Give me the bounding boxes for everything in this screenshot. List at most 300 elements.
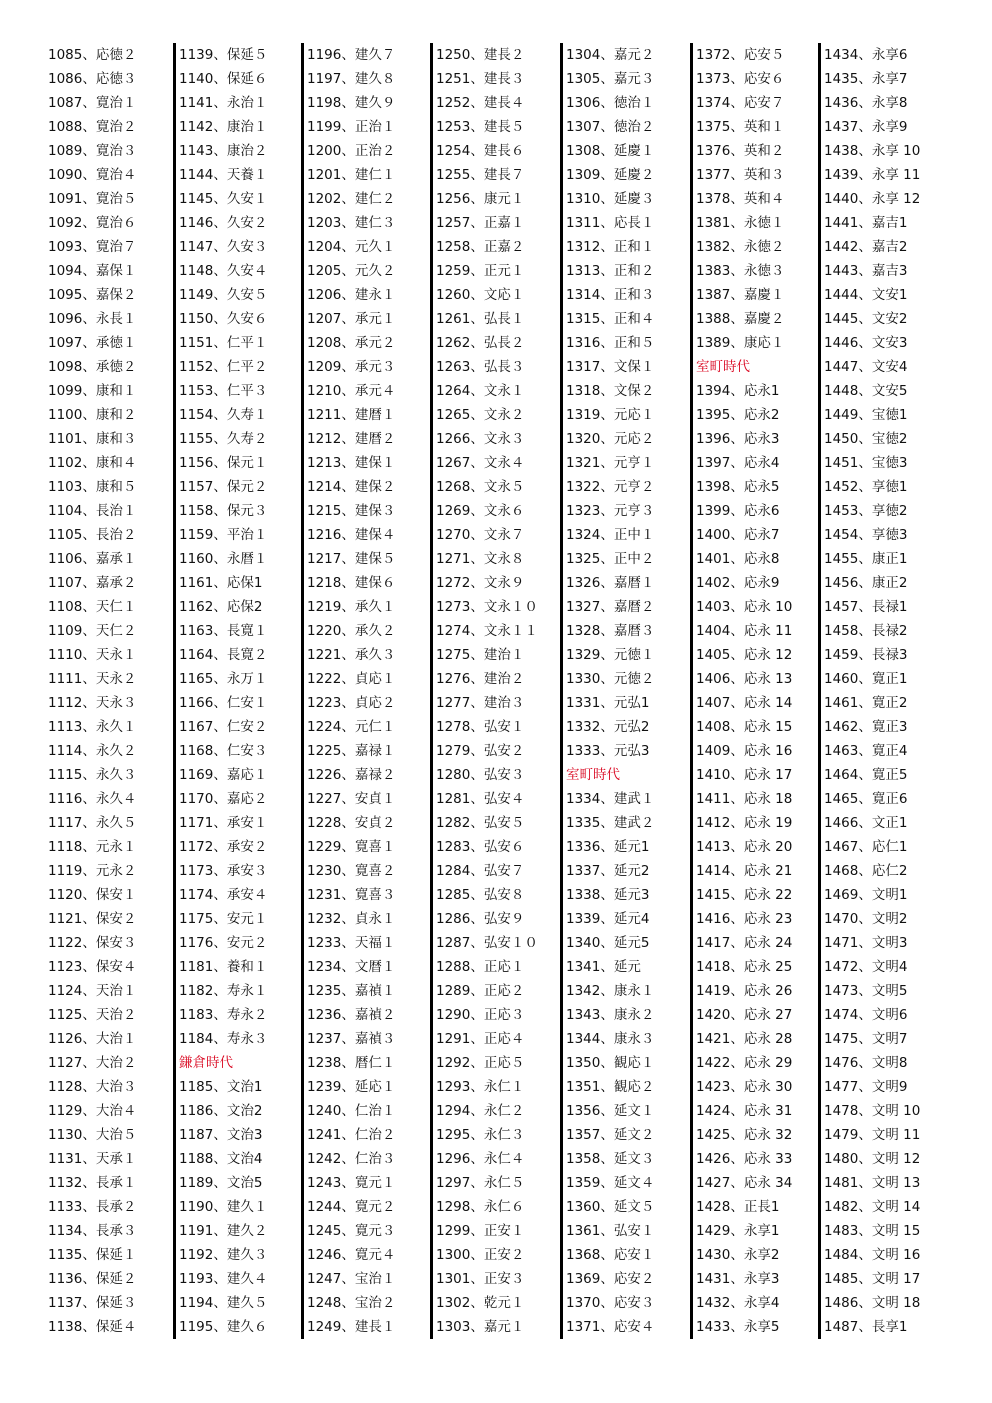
year-era-entry: 1318、文保２ (566, 383, 655, 399)
year-era-entry: 1351、観応２ (566, 1079, 655, 1095)
year-era-entry: 1297、永仁５ (436, 1175, 525, 1191)
year-era-entry: 1165、永万１ (179, 671, 268, 687)
year-era-entry: 1173、承安３ (179, 863, 268, 879)
year-era-entry: 1481、文明 13 (824, 1175, 921, 1191)
year-era-entry: 1245、寛元３ (307, 1223, 396, 1239)
year-era-entry: 1398、応永5 (696, 479, 780, 495)
year-era-entry: 1149、久安５ (179, 287, 268, 303)
year-era-entry: 1201、建仁１ (307, 167, 396, 183)
year-era-entry: 1199、正治１ (307, 119, 396, 135)
year-era-entry: 1424、応永 31 (696, 1103, 793, 1119)
year-era-entry: 1335、建武２ (566, 815, 655, 831)
year-era-entry: 1206、建永１ (307, 287, 396, 303)
year-era-entry: 1207、承元１ (307, 311, 396, 327)
year-era-entry: 1141、永治１ (179, 95, 268, 111)
year-era-entry: 1099、康和１ (48, 383, 137, 399)
year-era-entry: 1452、享徳1 (824, 479, 908, 495)
year-era-entry: 1271、文永８ (436, 551, 525, 567)
year-era-entry: 1119、元永２ (48, 863, 137, 879)
era-column-2 (173, 43, 298, 1339)
year-era-entry: 1101、康和３ (48, 431, 137, 447)
year-era-entry: 1329、元徳１ (566, 647, 655, 663)
year-era-entry: 1253、建長５ (436, 119, 525, 135)
year-era-entry: 1224、元仁１ (307, 719, 396, 735)
year-era-entry: 1402、応永9 (696, 575, 780, 591)
year-era-entry: 1100、康和２ (48, 407, 137, 423)
year-era-entry: 1266、文永３ (436, 431, 525, 447)
year-era-entry: 1413、応永 20 (696, 839, 793, 855)
year-era-entry: 1223、貞応２ (307, 695, 396, 711)
year-era-entry: 1155、久寿２ (179, 431, 268, 447)
year-era-entry: 1220、承久２ (307, 623, 396, 639)
year-era-entry: 1185、文治1 (179, 1079, 263, 1095)
year-era-entry: 1292、正応５ (436, 1055, 525, 1071)
year-era-entry: 1097、承徳１ (48, 335, 137, 351)
year-era-entry: 1396、応永3 (696, 431, 780, 447)
year-era-entry: 1126、大治１ (48, 1031, 137, 1047)
year-era-entry: 1421、応永 28 (696, 1031, 793, 1047)
year-era-entry: 1462、寛正3 (824, 719, 908, 735)
year-era-entry: 1429、永享1 (696, 1223, 780, 1239)
year-era-entry: 1405、応永 12 (696, 647, 793, 663)
year-era-entry: 1146、久安２ (179, 215, 268, 231)
year-era-entry: 1205、元久２ (307, 263, 396, 279)
year-era-entry: 1295、永仁３ (436, 1127, 525, 1143)
year-era-entry: 1412、応永 19 (696, 815, 793, 831)
year-era-entry: 1456、康正2 (824, 575, 908, 591)
year-era-entry: 1310、延慶３ (566, 191, 655, 207)
year-era-entry: 1288、正応１ (436, 959, 525, 975)
year-era-entry: 1106、嘉承１ (48, 551, 137, 567)
year-era-entry: 1441、嘉吉1 (824, 215, 908, 231)
year-era-entry: 1125、天治２ (48, 1007, 137, 1023)
year-era-entry: 1195、建久６ (179, 1319, 268, 1335)
year-era-entry: 1436、永享8 (824, 95, 908, 111)
year-era-entry: 1278、弘安１ (436, 719, 525, 735)
year-era-entry: 1296、永仁４ (436, 1151, 525, 1167)
year-era-entry: 1229、寛喜１ (307, 839, 396, 855)
year-era-entry: 1244、寛元２ (307, 1199, 396, 1215)
year-era-entry: 1357、延文２ (566, 1127, 655, 1143)
year-era-entry: 1448、文安5 (824, 383, 908, 399)
year-era-entry: 1248、宝治２ (307, 1295, 396, 1311)
year-era-entry: 1156、保元１ (179, 455, 268, 471)
year-era-entry: 1127、大治２ (48, 1055, 137, 1071)
year-era-entry: 1315、正和４ (566, 311, 655, 327)
year-era-entry: 1227、安貞１ (307, 791, 396, 807)
year-era-entry: 1267、文永４ (436, 455, 525, 471)
year-era-entry: 1323、元亨３ (566, 503, 655, 519)
year-era-entry: 1301、正安３ (436, 1271, 525, 1287)
year-era-entry: 1118、元永１ (48, 839, 137, 855)
year-era-entry: 1230、寛喜２ (307, 863, 396, 879)
year-era-entry: 1485、文明 17 (824, 1271, 921, 1287)
year-era-entry: 1153、仁平３ (179, 383, 268, 399)
year-era-entry: 1440、永享 12 (824, 191, 921, 207)
year-era-entry: 1360、延文５ (566, 1199, 655, 1215)
year-era-entry: 1109、天仁２ (48, 623, 137, 639)
year-era-entry: 1204、元久１ (307, 239, 396, 255)
year-era-entry: 1399、応永6 (696, 503, 780, 519)
year-era-entry: 1091、寛治５ (48, 191, 137, 207)
year-era-entry: 1268、文永５ (436, 479, 525, 495)
year-era-entry: 1343、康永２ (566, 1007, 655, 1023)
year-era-entry: 1277、建治３ (436, 695, 525, 711)
year-era-entry: 1172、承安２ (179, 839, 268, 855)
year-era-entry: 1143、康治２ (179, 143, 268, 159)
year-era-entry: 1383、永徳３ (696, 263, 785, 279)
year-era-entry: 1170、嘉応２ (179, 791, 268, 807)
year-era-entry: 1377、英和３ (696, 167, 785, 183)
year-era-entry: 1415、応永 22 (696, 887, 793, 903)
year-era-entry: 1190、建久１ (179, 1199, 268, 1215)
year-era-entry: 1294、永仁２ (436, 1103, 525, 1119)
year-era-entry: 1282、弘安５ (436, 815, 525, 831)
year-era-entry: 1307、徳治２ (566, 119, 655, 135)
year-era-entry: 1433、永享5 (696, 1319, 780, 1335)
year-era-entry: 1225、嘉禄１ (307, 743, 396, 759)
year-era-entry: 1373、応安６ (696, 71, 785, 87)
year-era-entry: 1151、仁平１ (179, 335, 268, 351)
year-era-entry: 1208、承元２ (307, 335, 396, 351)
year-era-entry: 1176、安元２ (179, 935, 268, 951)
year-era-entry: 1443、嘉吉3 (824, 263, 908, 279)
year-era-entry: 1214、建保２ (307, 479, 396, 495)
year-era-entry: 1356、延文１ (566, 1103, 655, 1119)
year-era-entry: 1389、康応１ (696, 335, 785, 351)
year-era-entry: 1359、延文４ (566, 1175, 655, 1191)
year-era-entry: 1148、久安４ (179, 263, 268, 279)
year-era-entry: 1400、応永7 (696, 527, 780, 543)
year-era-entry: 1408、応永 15 (696, 719, 793, 735)
year-era-entry: 1142、康治１ (179, 119, 268, 135)
year-era-entry: 1234、文暦１ (307, 959, 396, 975)
year-era-entry: 1275、建治１ (436, 647, 525, 663)
year-era-entry: 1135、保延１ (48, 1247, 137, 1263)
year-era-entry: 1388、嘉慶２ (696, 311, 785, 327)
year-era-entry: 1370、応安３ (566, 1295, 655, 1311)
year-era-entry: 1474、文明6 (824, 1007, 908, 1023)
year-era-entry: 1159、平治１ (179, 527, 268, 543)
year-era-entry: 1144、天養１ (179, 167, 268, 183)
year-era-entry: 1332、元弘2 (566, 719, 650, 735)
year-era-entry: 1324、正中１ (566, 527, 655, 543)
period-heading: 室町時代 (696, 359, 750, 375)
year-era-entry: 1272、文永９ (436, 575, 525, 591)
year-era-entry: 1219、承久１ (307, 599, 396, 615)
year-era-entry: 1212、建暦２ (307, 431, 396, 447)
era-column-6 (690, 43, 815, 1339)
year-era-entry: 1394、応永1 (696, 383, 780, 399)
year-era-entry: 1087、寛治１ (48, 95, 137, 111)
era-column-4 (430, 43, 555, 1339)
year-era-entry: 1167、仁安２ (179, 719, 268, 735)
year-era-entry: 1130、大治５ (48, 1127, 137, 1143)
year-era-entry: 1300、正安２ (436, 1247, 525, 1263)
year-era-entry: 1157、保元２ (179, 479, 268, 495)
year-era-entry: 1342、康永１ (566, 983, 655, 999)
year-era-entry: 1469、文明1 (824, 887, 908, 903)
year-era-entry: 1105、長治２ (48, 527, 137, 543)
year-era-entry: 1241、仁治２ (307, 1127, 396, 1143)
year-era-entry: 1446、文安3 (824, 335, 908, 351)
year-era-entry: 1213、建保１ (307, 455, 396, 471)
year-era-entry: 1200、正治２ (307, 143, 396, 159)
year-era-entry: 1381、永徳１ (696, 215, 785, 231)
year-era-entry: 1086、応徳３ (48, 71, 137, 87)
year-era-entry: 1270、文永７ (436, 527, 525, 543)
year-era-entry: 1246、寛元４ (307, 1247, 396, 1263)
year-era-entry: 1482、文明 14 (824, 1199, 921, 1215)
year-era-entry: 1457、長禄1 (824, 599, 908, 615)
year-era-entry: 1094、嘉保１ (48, 263, 137, 279)
year-era-entry: 1374、応安７ (696, 95, 785, 111)
year-era-entry: 1222、貞応１ (307, 671, 396, 687)
year-era-entry: 1406、応永 13 (696, 671, 793, 687)
year-era-entry: 1387、嘉慶１ (696, 287, 785, 303)
year-era-entry: 1304、嘉元２ (566, 47, 655, 63)
year-era-entry: 1372、応安５ (696, 47, 785, 63)
year-era-entry: 1420、応永 27 (696, 1007, 793, 1023)
year-era-entry: 1303、嘉元１ (436, 1319, 525, 1335)
year-era-entry: 1411、応永 18 (696, 791, 793, 807)
year-era-entry: 1192、建久３ (179, 1247, 268, 1263)
year-era-entry: 1407、応永 14 (696, 695, 793, 711)
year-era-entry: 1110、天永１ (48, 647, 137, 663)
year-era-entry: 1250、建長２ (436, 47, 525, 63)
year-era-entry: 1459、長禄3 (824, 647, 908, 663)
year-era-entry: 1215、建保３ (307, 503, 396, 519)
year-era-entry: 1260、文応１ (436, 287, 525, 303)
year-era-entry: 1484、文明 16 (824, 1247, 921, 1263)
year-era-entry: 1290、正応３ (436, 1007, 525, 1023)
year-era-entry: 1326、嘉暦１ (566, 575, 655, 591)
year-era-entry: 1425、応永 32 (696, 1127, 793, 1143)
year-era-entry: 1308、延慶１ (566, 143, 655, 159)
year-era-entry: 1460、寛正1 (824, 671, 908, 687)
year-era-entry: 1197、建久８ (307, 71, 396, 87)
year-era-entry: 1472、文明4 (824, 959, 908, 975)
year-era-entry: 1409、応永 16 (696, 743, 793, 759)
year-era-entry: 1458、長禄2 (824, 623, 908, 639)
year-era-entry: 1221、承久３ (307, 647, 396, 663)
year-era-entry: 1475、文明7 (824, 1031, 908, 1047)
year-era-entry: 1427、応永 34 (696, 1175, 793, 1191)
year-era-entry: 1478、文明 10 (824, 1103, 921, 1119)
year-era-entry: 1306、徳治１ (566, 95, 655, 111)
year-era-entry: 1439、永享 11 (824, 167, 921, 183)
year-era-entry: 1473、文明5 (824, 983, 908, 999)
year-era-entry: 1175、安元１ (179, 911, 268, 927)
year-era-entry: 1124、天治１ (48, 983, 137, 999)
year-era-entry: 1284、弘安７ (436, 863, 525, 879)
year-era-entry: 1121、保安２ (48, 911, 137, 927)
year-era-entry: 1120、保安１ (48, 887, 137, 903)
year-era-entry: 1098、承徳２ (48, 359, 137, 375)
year-era-entry: 1428、正長1 (696, 1199, 780, 1215)
year-era-entry: 1395、応永2 (696, 407, 780, 423)
year-era-entry: 1431、永享3 (696, 1271, 780, 1287)
year-era-entry: 1249、建長１ (307, 1319, 396, 1335)
year-era-entry: 1257、正嘉１ (436, 215, 525, 231)
year-era-entry: 1455、康正1 (824, 551, 908, 567)
year-era-entry: 1128、大治３ (48, 1079, 137, 1095)
year-era-entry: 1344、康永３ (566, 1031, 655, 1047)
year-era-entry: 1442、嘉吉2 (824, 239, 908, 255)
year-era-entry: 1486、文明 18 (824, 1295, 921, 1311)
year-era-entry: 1285、弘安８ (436, 887, 525, 903)
year-era-entry: 1131、天承１ (48, 1151, 137, 1167)
period-heading: 室町時代 (566, 767, 620, 783)
year-era-entry: 1299、正安１ (436, 1223, 525, 1239)
year-era-entry: 1410、応永 17 (696, 767, 793, 783)
year-era-entry: 1477、文明9 (824, 1079, 908, 1095)
year-era-entry: 1334、建武１ (566, 791, 655, 807)
year-era-entry: 1447、文安4 (824, 359, 908, 375)
year-era-entry: 1454、享徳3 (824, 527, 908, 543)
year-era-entry: 1182、寿永１ (179, 983, 268, 999)
year-era-entry: 1231、寛喜３ (307, 887, 396, 903)
era-column-1 (45, 43, 167, 1339)
year-era-entry: 1188、文治4 (179, 1151, 263, 1167)
year-era-entry: 1254、建長６ (436, 143, 525, 159)
year-era-entry: 1251、建長３ (436, 71, 525, 87)
year-era-entry: 1337、延元2 (566, 863, 650, 879)
year-era-entry: 1327、嘉暦２ (566, 599, 655, 615)
year-era-entry: 1438、永享 10 (824, 143, 921, 159)
year-era-entry: 1233、天福１ (307, 935, 396, 951)
year-era-entry: 1416、応永 23 (696, 911, 793, 927)
year-era-entry: 1235、嘉禎１ (307, 983, 396, 999)
year-era-entry: 1401、応永8 (696, 551, 780, 567)
year-era-entry: 1202、建仁２ (307, 191, 396, 207)
year-era-entry: 1262、弘長２ (436, 335, 525, 351)
year-era-entry: 1163、長寛１ (179, 623, 268, 639)
year-era-entry: 1174、承安４ (179, 887, 268, 903)
year-era-entry: 1340、延元5 (566, 935, 650, 951)
year-era-entry: 1247、宝治１ (307, 1271, 396, 1287)
year-era-entry: 1273、文永１０ (436, 599, 538, 615)
year-era-entry: 1283、弘安６ (436, 839, 525, 855)
year-era-entry: 1239、延応１ (307, 1079, 396, 1095)
year-era-entry: 1467、応仁1 (824, 839, 908, 855)
year-era-entry: 1479、文明 11 (824, 1127, 921, 1143)
year-era-entry: 1129、大治４ (48, 1103, 137, 1119)
year-era-entry: 1259、正元１ (436, 263, 525, 279)
year-era-entry: 1104、長治１ (48, 503, 137, 519)
year-era-entry: 1132、長承１ (48, 1175, 137, 1191)
year-era-entry: 1432、永享4 (696, 1295, 780, 1311)
year-era-entry: 1397、応永4 (696, 455, 780, 471)
year-era-entry: 1196、建久７ (307, 47, 396, 63)
year-era-entry: 1242、仁治３ (307, 1151, 396, 1167)
year-era-entry: 1480、文明 12 (824, 1151, 921, 1167)
year-era-entry: 1328、嘉暦３ (566, 623, 655, 639)
year-era-entry: 1281、弘安４ (436, 791, 525, 807)
year-era-entry: 1437、永享9 (824, 119, 908, 135)
year-era-entry: 1311、応長１ (566, 215, 655, 231)
year-era-entry: 1203、建仁３ (307, 215, 396, 231)
year-era-entry: 1325、正中２ (566, 551, 655, 567)
year-era-entry: 1404、応永 11 (696, 623, 793, 639)
year-era-entry: 1162、応保2 (179, 599, 263, 615)
year-era-entry: 1164、長寛２ (179, 647, 268, 663)
year-era-entry: 1145、久安１ (179, 191, 268, 207)
year-era-entry: 1181、養和１ (179, 959, 268, 975)
year-era-entry: 1107、嘉承２ (48, 575, 137, 591)
year-era-entry: 1483、文明 15 (824, 1223, 921, 1239)
year-era-entry: 1117、永久５ (48, 815, 137, 831)
year-era-entry: 1228、安貞２ (307, 815, 396, 831)
year-era-entry: 1150、久安６ (179, 311, 268, 327)
year-era-entry: 1369、応安２ (566, 1271, 655, 1287)
year-era-entry: 1090、寛治４ (48, 167, 137, 183)
year-era-entry: 1093、寛治７ (48, 239, 137, 255)
year-era-entry: 1189、文治5 (179, 1175, 263, 1191)
era-column-3 (301, 43, 426, 1339)
year-era-entry: 1138、保延４ (48, 1319, 137, 1335)
year-era-entry: 1096、永長１ (48, 311, 137, 327)
year-era-entry: 1330、元徳２ (566, 671, 655, 687)
year-era-entry: 1216、建保４ (307, 527, 396, 543)
year-era-entry: 1136、保延２ (48, 1271, 137, 1287)
year-era-entry: 1361、弘安１ (566, 1223, 655, 1239)
year-era-entry: 1226、嘉禄２ (307, 767, 396, 783)
year-era-entry: 1114、永久２ (48, 743, 137, 759)
year-era-entry: 1184、寿永３ (179, 1031, 268, 1047)
year-era-entry: 1276、建治２ (436, 671, 525, 687)
year-era-entry: 1134、長承３ (48, 1223, 137, 1239)
year-era-entry: 1255、建長７ (436, 167, 525, 183)
year-era-entry: 1089、寛治３ (48, 143, 137, 159)
year-era-entry: 1243、寛元１ (307, 1175, 396, 1191)
year-era-entry: 1403、応永 10 (696, 599, 793, 615)
year-era-entry: 1210、承元４ (307, 383, 396, 399)
year-era-entry: 1331、元弘1 (566, 695, 650, 711)
year-era-entry: 1252、建長４ (436, 95, 525, 111)
year-era-entry: 1186、文治2 (179, 1103, 263, 1119)
year-era-entry: 1236、嘉禎２ (307, 1007, 396, 1023)
year-era-entry: 1193、建久４ (179, 1271, 268, 1287)
year-era-entry: 1291、正応４ (436, 1031, 525, 1047)
era-column-5 (560, 43, 685, 1339)
year-era-entry: 1169、嘉応１ (179, 767, 268, 783)
year-era-entry: 1103、康和５ (48, 479, 137, 495)
year-era-entry: 1338、延元3 (566, 887, 650, 903)
year-era-entry: 1258、正嘉２ (436, 239, 525, 255)
year-era-entry: 1095、嘉保２ (48, 287, 137, 303)
year-era-entry: 1293、永仁１ (436, 1079, 525, 1095)
year-era-entry: 1316、正和５ (566, 335, 655, 351)
year-era-entry: 1449、宝徳1 (824, 407, 908, 423)
year-era-entry: 1211、建暦１ (307, 407, 396, 423)
year-era-entry: 1287、弘安１０ (436, 935, 538, 951)
year-era-entry: 1183、寿永２ (179, 1007, 268, 1023)
year-era-entry: 1191、建久２ (179, 1223, 268, 1239)
year-era-entry: 1476、文明8 (824, 1055, 908, 1071)
year-era-entry: 1263、弘長３ (436, 359, 525, 375)
year-era-entry: 1434、永享6 (824, 47, 908, 63)
year-era-entry: 1464、寛正5 (824, 767, 908, 783)
year-era-entry: 1238、暦仁１ (307, 1055, 396, 1071)
year-era-entry: 1314、正和３ (566, 287, 655, 303)
year-era-entry: 1237、嘉禎３ (307, 1031, 396, 1047)
year-era-entry: 1217、建保５ (307, 551, 396, 567)
year-era-entry: 1274、文永１１ (436, 623, 538, 639)
year-era-entry: 1232、貞永１ (307, 911, 396, 927)
year-era-entry: 1466、文正1 (824, 815, 908, 831)
year-era-entry: 1111、天永２ (48, 671, 137, 687)
